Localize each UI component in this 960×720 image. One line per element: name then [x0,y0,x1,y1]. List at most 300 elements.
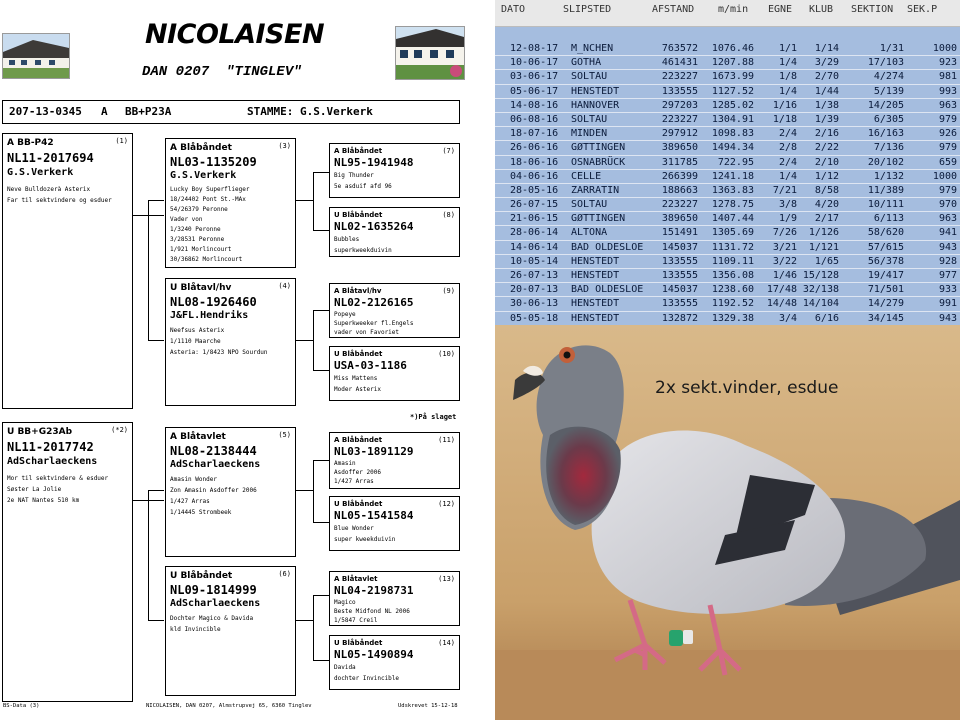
table-cell: 389650 [661,142,698,154]
table-cell: 14/104 [802,298,839,310]
table-cell: 1407.44 [711,213,754,225]
table-cell: 3/4 [778,312,797,324]
card-notes: Davida dochter Invincible [334,664,400,682]
table-cell: 1/12 [814,170,839,182]
card-notes: Lucky Boy Superflieger 18/24402 Pont St.-MAx 54/26379 Peronne Vader von 1/3240 Peronne 3/28531 Peronne 1/921 Morlincourt 30/36862 Morlincourt [170,186,250,263]
table-cell: 923 [938,57,957,69]
card-color: A Blåbåndet [334,436,383,444]
card-notes: Mor til sektvindere & esduer Søster La Jolie 2e NAT Nantes 510 km [7,475,109,504]
table-cell: 28-05-16 [510,184,559,196]
table-cell: 05-05-18 [510,312,559,324]
table-row [495,85,960,99]
card-number: (1) [115,137,128,145]
card-breeder: G.S.Verkerk [170,170,237,181]
table-cell: 1076.46 [711,43,754,54]
card-breeder: AdScharlaeckens [7,456,98,467]
card-number: (12) [438,500,455,508]
footer-software: BS-Data (3) [3,703,40,709]
card-ring: NL05-1541584 [334,509,414,522]
table-cell: 1/39 [814,113,839,125]
card-ring: NL04-2198731 [334,584,414,597]
table-cell: 03-06-17 [510,71,559,83]
table-cell: 7/136 [873,142,904,154]
connector [296,490,313,491]
table-cell: HANNOVER [571,99,620,111]
table-cell: 1192.52 [711,298,754,310]
card-ring: NL03-1135209 [170,155,257,169]
pedigree-card-8 [329,207,460,257]
card-number: (7) [442,147,455,155]
table-cell: 3/29 [814,57,839,69]
card-notes: Amasin Asdoffer 2006 1/427 Arras [334,460,381,485]
table-cell: GØTTINGEN [571,213,626,225]
subject-sex: A [101,105,108,118]
table-cell: 26-07-15 [510,199,559,211]
card-number: (6) [278,570,291,578]
table-cell: 461431 [661,57,698,69]
table-cell: 1363.83 [711,184,754,196]
table-cell: 1/4 [778,170,797,182]
card-breeder: AdScharlaeckens [170,459,261,470]
table-cell: 943 [938,241,957,253]
table-cell: SOLTAU [571,71,608,83]
table-cell: 133555 [661,85,698,97]
table-row [495,42,960,56]
connector [148,490,164,491]
table-cell: 2/70 [814,71,839,83]
table-cell: SOLTAU [571,199,608,211]
table-cell: 1/65 [814,255,839,267]
table-cell: 389650 [661,213,698,225]
table-cell: 26-07-13 [510,270,559,281]
table-cell: 14-08-16 [510,99,559,111]
table-cell: 32/138 [802,284,839,296]
table-cell: 21-06-15 [510,213,559,225]
connector [313,230,329,231]
connector [148,200,149,340]
column-header: m/min [718,4,749,15]
card-notes: Neefsus Asterix 1/1110 Maarche Asteria: 1/8423 NPO Sourdun [170,327,268,356]
table-cell: HENSTEDT [571,298,620,310]
table-cell: 1/132 [873,170,904,182]
column-header: KLUB [809,4,834,15]
table-cell: 2/22 [814,142,839,154]
table-cell: 1/44 [814,85,839,97]
table-cell: 979 [938,113,957,125]
table-cell: 1/121 [808,241,839,253]
table-cell: 1305.69 [711,227,754,239]
table-cell: 1/126 [808,227,839,239]
pedigree-card-3 [165,138,296,268]
card-notes: Big Thunder 5e asduif afd 96 [334,172,392,190]
table-row [495,156,960,170]
table-cell: 1/31 [879,43,904,54]
table-cell: 56/378 [867,255,904,267]
table-cell: 2/8 [778,142,797,154]
card-color: A Blåtavlet [334,575,378,583]
table-cell: GØTTINGEN [571,142,626,154]
connector [296,340,313,341]
card-ring: NL95-1941948 [334,156,414,169]
table-cell: 14-06-14 [510,241,559,253]
table-cell: 57/615 [867,241,904,253]
table-cell: 1000 [932,43,957,54]
connector [313,460,314,522]
table-cell: 1494.34 [711,142,754,154]
pedigree-card-7 [329,143,460,198]
table-cell: BAD OLDESLOE [571,241,644,253]
table-cell: 1673.99 [711,71,754,83]
subject-stamme: STAMME: G.S.Verkerk [247,105,373,118]
table-cell: 979 [938,184,957,196]
card-number: (*2) [111,426,128,434]
column-header: EGNE [768,4,793,15]
subject-bar [2,100,460,124]
table-cell: 5/139 [873,85,904,97]
card-ring: NL02-1635264 [334,220,414,233]
card-color: U Blåbåndet [334,500,383,508]
card-notes: Blue Wonder super kweekduivin [334,525,396,543]
table-cell: 20-07-13 [510,284,559,296]
pedigree-card-dam [2,422,133,702]
card-color: U Blåbåndet [170,571,233,581]
table-cell: 15/128 [802,270,839,281]
card-color: A Blåtavlet [170,432,226,442]
table-cell: 26-06-16 [510,142,559,154]
table-cell: 297912 [661,128,698,140]
connector [148,620,164,621]
table-cell: 981 [938,71,957,83]
table-cell: 1/4 [778,57,797,69]
table-cell: 970 [938,199,957,211]
table-cell: 223227 [661,199,698,211]
card-number: (10) [438,350,455,358]
table-cell: 17/48 [766,284,797,296]
table-cell: 188663 [661,184,698,196]
card-notes: Miss Mattens Moder Asterix [334,375,381,393]
race-results-table [495,0,960,325]
table-cell: 1098.83 [711,128,754,140]
table-cell: 1/16 [772,99,797,111]
table-cell: 34/145 [867,312,904,324]
table-row [495,212,960,226]
table-cell: 2/10 [814,156,839,168]
table-cell: 133555 [661,270,698,281]
pedigree-card-13 [329,571,460,626]
table-row [495,312,960,326]
table-row [495,226,960,240]
table-row [495,241,960,255]
table-cell: 7/21 [772,184,797,196]
farmhouse-photo-right [395,26,465,80]
table-cell: 04-06-16 [510,170,559,182]
connector [313,310,314,370]
table-cell: 223227 [661,113,698,125]
table-row [495,141,960,155]
card-ring: NL11-2017742 [7,440,94,454]
card-number: (13) [438,575,455,583]
table-cell: HENSTEDT [571,270,620,281]
table-cell: 6/113 [873,213,904,225]
subject-color: BB+P23A [125,105,172,118]
table-cell: 20/102 [867,156,904,168]
card-number: (4) [278,282,291,290]
column-header: SEK.P [907,4,938,15]
card-number: (9) [442,287,455,295]
column-header: DATO [501,4,526,15]
on-loft-note: *)På slaget [410,413,457,421]
table-cell: 05-06-17 [510,85,559,97]
card-color: A BB-P42 [7,138,54,148]
table-cell: 8/58 [814,184,839,196]
table-cell: 993 [938,85,957,97]
table-cell: 1127.52 [711,85,754,97]
table-cell: 71/501 [867,284,904,296]
pedigree-card-sire [2,133,133,409]
card-number: (5) [278,431,291,439]
table-body [495,42,960,340]
table-cell: 1/1 [778,43,797,54]
table-cell: HENSTEDT [571,255,620,267]
table-cell: MINDEN [571,128,608,140]
table-row [495,56,960,70]
card-number: (14) [438,639,455,647]
table-cell: 763572 [661,43,698,54]
table-cell: 1/46 [772,270,797,281]
table-cell: 311785 [661,156,698,168]
table-cell: 933 [938,284,957,296]
card-color: U Blåbåndet [334,350,383,358]
pedigree-card-9 [329,283,460,338]
table-cell: 1/14 [814,43,839,54]
table-cell: 941 [938,227,957,239]
table-cell: 991 [938,298,957,310]
table-cell: 6/16 [814,312,839,324]
card-color: U Blåtavl/hv [170,283,232,293]
pedigree-card-10 [329,346,460,401]
table-cell: 145037 [661,284,698,296]
table-cell: 7/26 [772,227,797,239]
connector [148,200,164,201]
table-cell: 2/4 [778,156,797,168]
table-cell: 1278.75 [711,199,754,211]
table-header [495,0,960,27]
card-color: U Blåbåndet [334,211,383,219]
table-cell: 18-06-16 [510,156,559,168]
card-number: (11) [438,436,455,444]
pedigree-card-6 [165,566,296,696]
table-cell: 1329.38 [711,312,754,324]
card-notes: Dochter Magico & Davida kld Invincible [170,615,254,633]
table-cell: 2/17 [814,213,839,225]
table-row [495,283,960,297]
table-cell: 1241.18 [711,170,754,182]
connector [313,595,329,596]
table-cell: 11/389 [867,184,904,196]
table-cell: 28-06-14 [510,227,559,239]
footer-address: NICOLAISEN, DAN 0207, Almstrupvej 65, 6360 Tinglev [146,703,312,709]
table-cell: SOLTAU [571,113,608,125]
connector [296,620,313,621]
connector [313,522,329,523]
table-cell: 2/16 [814,128,839,140]
table-cell: 145037 [661,241,698,253]
table-cell: 223227 [661,71,698,83]
table-row [495,297,960,311]
table-cell: 928 [938,255,957,267]
table-cell: GOTHA [571,57,602,69]
card-color: A Blåbåndet [170,143,232,153]
table-cell: OSNABRÜCK [571,156,626,168]
table-cell: 14/279 [867,298,904,310]
table-row [495,70,960,84]
table-cell: HENSTEDT [571,312,620,324]
table-cell: 926 [938,128,957,140]
card-breeder: AdScharlaeckens [170,598,261,609]
table-cell: HENSTEDT [571,85,620,97]
table-cell: ZARRATIN [571,184,620,196]
card-breeder: G.S.Verkerk [7,167,74,178]
table-cell: 1285.02 [711,99,754,111]
subject-ring: 207-13-0345 [9,105,82,118]
table-row [495,198,960,212]
table-cell: 4/274 [873,71,904,83]
table-cell: 10-05-14 [510,255,559,267]
card-color: U BB+G23Ab [7,427,73,437]
table-cell: 1/8 [778,71,797,83]
table-cell: 6/305 [873,113,904,125]
card-number: (3) [278,142,291,150]
table-cell: 133555 [661,255,698,267]
table-cell: 10-06-17 [510,57,559,69]
card-ring: NL08-1926460 [170,295,257,309]
table-cell: 14/205 [867,99,904,111]
table-cell: 722.95 [717,156,754,168]
table-cell: 06-08-16 [510,113,559,125]
table-cell: 659 [938,156,957,168]
table-cell: 1207.88 [711,57,754,69]
column-header: AFSTAND [652,4,695,15]
column-header: SEKTION [851,4,894,15]
table-cell: 133555 [661,298,698,310]
table-cell: 58/620 [867,227,904,239]
table-cell: 1356.08 [711,270,754,281]
table-cell: 30-06-13 [510,298,559,310]
connector [313,172,314,230]
table-cell: 1/18 [772,113,797,125]
table-row [495,113,960,127]
connector [148,340,164,341]
card-number: (8) [442,211,455,219]
table-cell: 979 [938,142,957,154]
connector [313,595,314,660]
connector [313,460,329,461]
table-cell: 132872 [661,312,698,324]
card-ring: NL09-1814999 [170,583,257,597]
table-row [495,184,960,198]
card-color: A Blåbåndet [334,147,383,155]
card-notes: Magico Beste Midfond NL 2006 1/5847 Creil [334,599,410,624]
table-cell: 963 [938,213,957,225]
card-notes: Amasin Wonder Zon Amasin Asdoffer 2006 1/427 Arras 1/14445 Strombeek [170,476,257,516]
farmhouse-photo-left [2,33,70,79]
table-cell: 12-08-17 [510,43,559,54]
table-cell: 10/111 [867,199,904,211]
table-row [495,99,960,113]
card-ring: NL11-2017694 [7,151,94,165]
table-cell: 17/103 [867,57,904,69]
footer-printed-date: Udskrevet 15-12-18 [398,703,458,709]
table-cell: 16/163 [867,128,904,140]
pedigree-card-4 [165,278,296,406]
card-color: U Blåbåndet [334,639,383,647]
table-cell: 19/417 [867,270,904,281]
table-cell: 963 [938,99,957,111]
table-cell: 977 [938,270,957,281]
table-cell: 1000 [932,170,957,182]
card-ring: NL08-2138444 [170,444,257,458]
connector [296,200,313,201]
card-color: A Blåtavl/hv [334,287,382,295]
table-row [495,127,960,141]
card-ring: NL03-1891129 [334,445,414,458]
pedigree-card-11 [329,432,460,489]
table-cell: 297203 [661,99,698,111]
table-row [495,255,960,269]
card-ring: NL05-1490894 [334,648,414,661]
table-cell: 943 [938,312,957,324]
table-cell: 266399 [661,170,698,182]
table-cell: 3/21 [772,241,797,253]
table-cell: 18-07-16 [510,128,559,140]
card-breeder: J&FL.Hendriks [170,310,249,321]
photo-caption: 2x sekt.vinder, esdue [655,378,839,398]
table-row [495,269,960,283]
table-cell: BAD OLDESLOE [571,284,644,296]
connector [313,310,329,311]
card-notes: Bubbles superkweekduivin [334,236,392,254]
pedigree-card-14 [329,635,460,690]
connector [313,172,329,173]
table-cell: CELLE [571,170,602,182]
card-notes: Neve Bulldozerà Asterix Far til sektvindere og esduer [7,186,112,204]
card-notes: Popeye Superkweeker fl.Engels vader von Favoriet [334,311,414,336]
pedigree-card-5 [165,427,296,557]
table-cell: 1131.72 [711,241,754,253]
pedigree-card-12 [329,496,460,551]
column-header: SLIPSTED [563,4,612,15]
table-cell: ALTONA [571,227,608,239]
table-row [495,170,960,184]
table-cell: 3/22 [772,255,797,267]
brand-title: NICOLAISEN [145,19,325,50]
table-cell: 4/20 [814,199,839,211]
table-cell: 1304.91 [711,113,754,125]
table-cell: 1238.60 [711,284,754,296]
connector [148,490,149,620]
connector [313,660,329,661]
table-cell: 2/4 [778,128,797,140]
card-ring: NL02-2126165 [334,296,414,309]
table-cell: 14/48 [766,298,797,310]
loft-id: DAN 0207 "TINGLEV" [142,64,302,80]
table-cell: 151491 [661,227,698,239]
table-cell: 1/38 [814,99,839,111]
table-cell: 3/8 [778,199,797,211]
table-cell: M_NCHEN [571,43,614,54]
table-cell: 1/9 [778,213,797,225]
connector [313,370,329,371]
